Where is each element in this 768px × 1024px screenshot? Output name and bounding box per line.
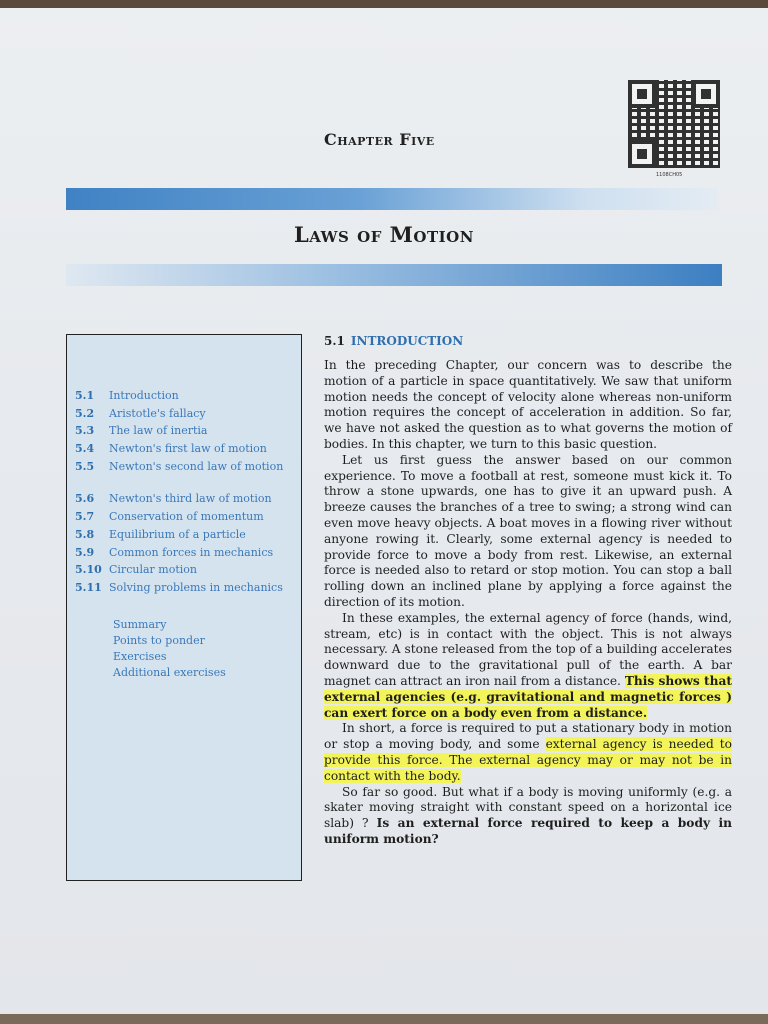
paragraph-text: In these examples, the external agency of force (hands, wind, stream, etc) is in contact with the object. This is not always necessary. A stone released from the top of a building accelerates downward due to the gravitational pull of the earth. A bar magnet can attract an iron nail from a distance. [324,610,732,688]
paragraph-text: In short, a force is required to put a stationary body in motion or stop a moving body, and some [324,721,732,752]
toc-item: 5.1 Introduction [75,389,179,402]
toc-item: 5.11 Solving problems in mechanics [75,581,283,594]
highlighted-bold-text: This shows that [624,673,732,688]
qr-code-label: 1108CH05 [656,172,683,178]
section-title: INTRODUCTION [350,334,464,348]
paragraph: Let us first guess the answer based on our common experience. To move a football at rest, someone must kick it. To throw a stone upwards, one has to give it an upward push. A breeze causes the branches of a tree to swing; a strong wind can even move heavy objects. A boat moves in a flowing river without anyone rowing it. Clearly, some external agency is needed to provide force to move a body from rest. Likewise, an external force is needed also to retard or stop motion. You can stop a ball rolling down an inclined plane by applying a force against the direction of its motion. [324,452,732,609]
highlighted-bold-text: external agencies (e.g. gravitational and magnetic forces ) can exert force on a body even from a distance. [324,689,732,720]
paragraph [324,611,732,722]
toc-item: 5.3 The law of inertia [75,424,208,437]
section-number: 5.1 [324,334,345,348]
toc-item: 5.7 Conservation of momentum [75,510,264,523]
toc-item: 5.10 Circular motion [75,563,197,576]
paragraph: In the preceding Chapter, our concern was to describe the motion of a particle in space quantitatively. We saw that uniform motion needs the concept of velocity alone whereas non-uniform motion requires the concept of acceleration in addition. So far, we have not asked the question as to what governs the motion of bodies. In this chapter, we turn to this basic question. [324,358,732,451]
paragraph [324,785,732,848]
background-edge-bottom [0,1014,768,1024]
qr-finder [628,80,656,108]
toc-extra-exercises: Exercises [113,650,167,663]
chapter-title: Laws of Motion [294,222,474,247]
toc-extra-summary: Summary [113,618,167,631]
toc-item: 5.6 Newton's third law of motion [75,492,272,505]
section-heading [324,334,463,348]
highlighted-text: external agency is needed to provide this force. The external agency may or may not be in contact with the body. [324,737,732,783]
paragraph-text: So far so good. But what if a body is moving uniformly (e.g. a skater moving straight with constant speed on a horizontal ice slab) ? [324,784,732,831]
section-body [324,358,732,848]
toc-extra-additional-exercises: Additional exercises [113,666,226,679]
bold-question: Is an external force required to keep a body in uniform motion? [324,816,732,846]
background-edge-top [0,0,768,8]
toc-item: 5.4 Newton's first law of motion [75,442,267,455]
qr-finder [692,80,720,108]
paragraph [324,721,732,784]
qr-finder [628,140,656,168]
toc-item: 5.8 Equilibrium of a particle [75,528,246,541]
toc-item: 5.9 Common forces in mechanics [75,546,274,559]
toc-item: 5.5 Newton's second law of motion [75,460,284,473]
toc-extra-points-to-ponder: Points to ponder [113,634,205,647]
toc-item: 5.2 Aristotle's fallacy [75,407,206,420]
chapter-label: Chapter Five [324,130,435,149]
chapter-contents-box [66,334,302,881]
qr-code [628,80,720,168]
decorative-band-bottom [66,264,722,286]
decorative-band-top [66,188,718,210]
